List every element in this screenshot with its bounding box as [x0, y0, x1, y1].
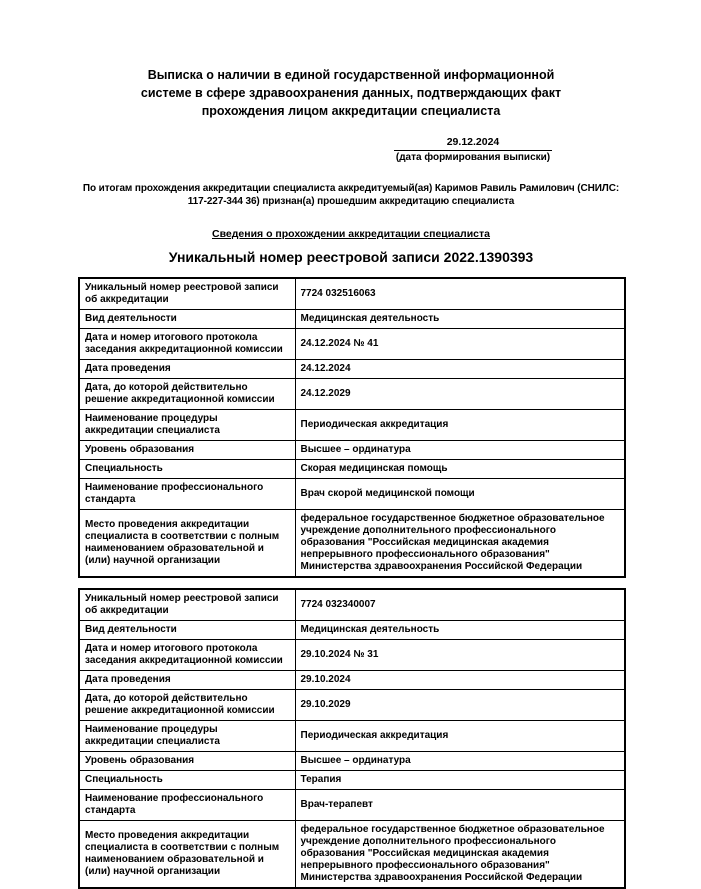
document-title: Выписка о наличии в единой государственной информационной системе в сфере здравоохранения данных, подтверждающих факт прохождения лицом аккредитации специалиста	[140, 68, 562, 118]
row-label: Специальность	[79, 460, 295, 479]
accreditation-table-2	[78, 588, 626, 889]
table-row	[79, 771, 625, 790]
registry-number-heading: Уникальный номер реестровой записи 2022.1390393	[168, 249, 534, 265]
table-row	[79, 510, 625, 578]
table-row	[79, 752, 625, 771]
table-row	[79, 310, 625, 329]
row-label: Наименование профессионального стандарта	[79, 790, 295, 821]
table-row	[79, 721, 625, 752]
table-row	[79, 278, 625, 310]
row-value: 24.12.2029	[295, 379, 625, 410]
row-value: Врач скорой медицинской помощи	[295, 479, 625, 510]
table-row	[79, 379, 625, 410]
extract-date: 29.12.2024	[394, 136, 552, 151]
row-value: Периодическая аккредитация	[295, 721, 625, 752]
row-value: 7724 032340007	[295, 589, 625, 621]
row-label: Дата проведения	[79, 671, 295, 690]
table-row	[79, 790, 625, 821]
row-value: Врач-терапевт	[295, 790, 625, 821]
table-row	[79, 589, 625, 621]
row-value: Скорая медицинская помощь	[295, 460, 625, 479]
row-label: Наименование процедуры аккредитации специалиста	[79, 721, 295, 752]
row-value: 29.10.2024	[295, 671, 625, 690]
row-label: Специальность	[79, 771, 295, 790]
row-label: Дата и номер итогового протокола заседания аккредитационной комиссии	[79, 640, 295, 671]
row-label: Место проведения аккредитации специалиста в соответствии с полным наименованием образовательной и (или) научной организации	[79, 821, 295, 889]
table-row	[79, 360, 625, 379]
row-label: Уникальный номер реестровой записи об аккредитации	[79, 278, 295, 310]
row-value: 29.10.2029	[295, 690, 625, 721]
table-row	[79, 821, 625, 889]
extract-date-caption: (дата формирования выписки)	[395, 152, 551, 163]
table-row	[79, 621, 625, 640]
row-value: федеральное государственное бюджетное образовательное учреждение дополнительного профессионального образования "Российская медицинская академия непрерывного профессионального образования" Министерства здравоохранения Российской Федерации	[295, 821, 625, 889]
row-value: Высшее – ординатура	[295, 752, 625, 771]
row-value: Периодическая аккредитация	[295, 410, 625, 441]
row-label: Вид деятельности	[79, 621, 295, 640]
row-label: Вид деятельности	[79, 310, 295, 329]
row-label: Наименование профессионального стандарта	[79, 479, 295, 510]
row-label: Дата и номер итогового протокола заседания аккредитационной комиссии	[79, 329, 295, 360]
intro-paragraph: По итогам прохождения аккредитации специалиста аккредитуемый(ая) Каримов Равиль Рамилович (СНИЛС: 117-227-344 36) признан(а) прошедшим аккредитацию специалиста	[82, 183, 620, 207]
section-subtitle: Сведения о прохождении аккредитации специалиста	[212, 228, 490, 240]
row-value: 24.12.2024 № 41	[295, 329, 625, 360]
table-row	[79, 671, 625, 690]
row-label: Уровень образования	[79, 441, 295, 460]
row-label: Уровень образования	[79, 752, 295, 771]
row-label: Дата проведения	[79, 360, 295, 379]
row-value: Медицинская деятельность	[295, 310, 625, 329]
row-value: федеральное государственное бюджетное образовательное учреждение дополнительного профессионального образования "Российская медицинская академия непрерывного профессионального образования" Министерства здравоохранения Российской Федерации	[295, 510, 625, 578]
accreditation-table-1	[78, 277, 626, 578]
row-label: Наименование процедуры аккредитации специалиста	[79, 410, 295, 441]
row-value: 29.10.2024 № 31	[295, 640, 625, 671]
row-value: Высшее – ординатура	[295, 441, 625, 460]
row-value: Терапия	[295, 771, 625, 790]
table-row	[79, 441, 625, 460]
row-label: Дата, до которой действительно решение аккредитационной комиссии	[79, 379, 295, 410]
table-row	[79, 410, 625, 441]
row-value: 24.12.2024	[295, 360, 625, 379]
extract-date-block	[394, 136, 552, 164]
row-value: 7724 032516063	[295, 278, 625, 310]
table-row	[79, 329, 625, 360]
row-label: Дата, до которой действительно решение аккредитационной комиссии	[79, 690, 295, 721]
row-value: Медицинская деятельность	[295, 621, 625, 640]
row-label: Уникальный номер реестровой записи об аккредитации	[79, 589, 295, 621]
table-row	[79, 460, 625, 479]
table-row	[79, 690, 625, 721]
table-row	[79, 640, 625, 671]
row-label: Место проведения аккредитации специалиста в соответствии с полным наименованием образовательной и (или) научной организации	[79, 510, 295, 578]
table-row	[79, 479, 625, 510]
